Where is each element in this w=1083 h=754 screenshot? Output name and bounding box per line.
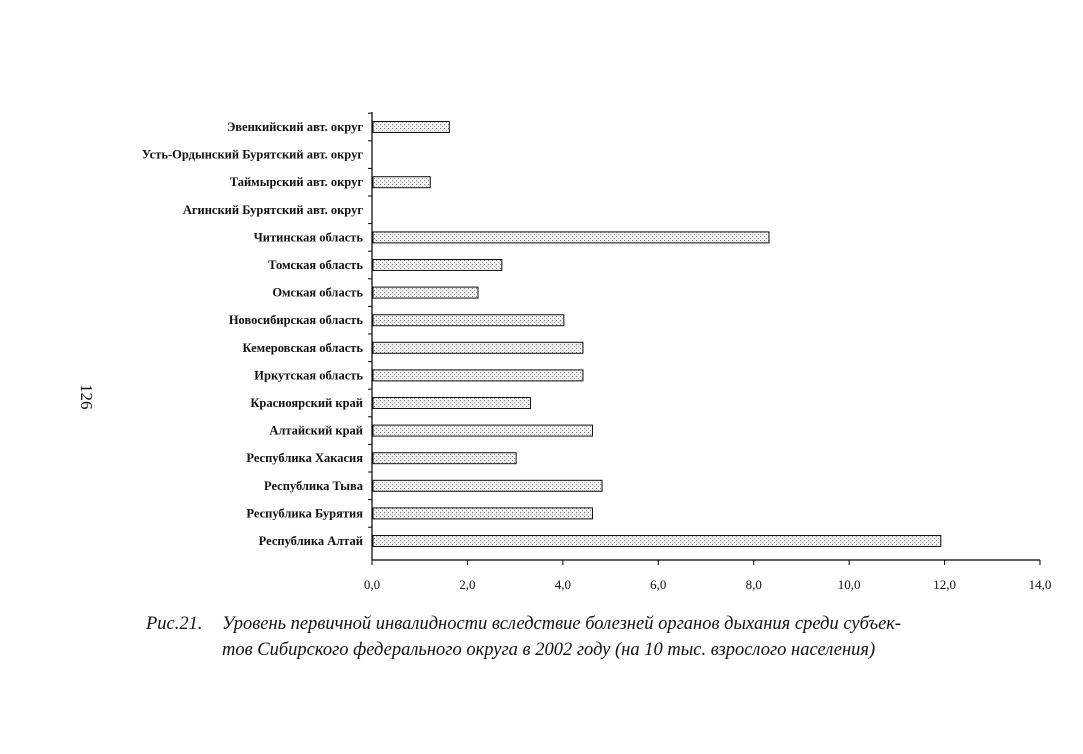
category-label: Республика Хакасия <box>246 451 363 466</box>
category-label: Таймырский авт. округ <box>229 175 363 190</box>
bar <box>373 508 592 519</box>
bar <box>373 315 564 326</box>
x-tick-label: 8,0 <box>745 577 762 592</box>
category-label: Республика Тыва <box>263 478 363 493</box>
bar <box>373 287 478 298</box>
bar <box>373 370 583 381</box>
category-label: Эвенкийский авт. округ <box>226 120 363 134</box>
category-label: Усть-Ордынский Бурятский авт. округ <box>141 147 363 162</box>
bar <box>373 425 592 436</box>
category-label: Республика Бурятия <box>246 506 363 521</box>
bar <box>373 342 583 353</box>
figure-caption <box>146 611 1046 663</box>
x-tick-label: 6,0 <box>650 577 667 592</box>
bar <box>373 177 430 188</box>
category-label: Агинский Бурятский авт. округ <box>182 202 363 217</box>
category-label: Республика Алтай <box>258 534 363 548</box>
bar <box>373 398 530 409</box>
x-tick-label: 10,0 <box>837 577 861 592</box>
caption-line-1 <box>146 611 1046 637</box>
category-label: Красноярский край <box>250 396 363 410</box>
x-tick-label: 2,0 <box>459 577 476 592</box>
category-label: Алтайский край <box>269 423 363 438</box>
caption-line-2: тов Сибирского федерального округа в 2002 году (на 10 тыс. взрослого населения) <box>222 640 876 660</box>
x-tick-label: 14,0 <box>1028 577 1052 592</box>
bar <box>373 453 516 464</box>
category-label: Кемеровская область <box>242 340 363 355</box>
bar <box>373 480 602 491</box>
category-label: Иркутская область <box>254 368 363 383</box>
bar <box>373 536 941 547</box>
category-label: Новосибирская область <box>228 313 363 328</box>
category-label: Омская область <box>272 285 363 300</box>
caption-label: Рис.21. <box>146 614 203 634</box>
page-number: 126 <box>77 384 96 410</box>
x-tick-label: 0,0 <box>363 577 381 592</box>
bar <box>373 232 769 243</box>
bar <box>373 260 502 271</box>
bar <box>373 122 449 133</box>
x-tick-label: 12,0 <box>933 577 956 592</box>
category-label: Читинская область <box>253 230 363 245</box>
x-tick-label: 4,0 <box>554 577 571 592</box>
category-label: Томская область <box>268 258 363 272</box>
caption-text-1: Уровень первичной инвалидности вследствие болезней органов дыхания среди субъек- <box>222 614 902 634</box>
